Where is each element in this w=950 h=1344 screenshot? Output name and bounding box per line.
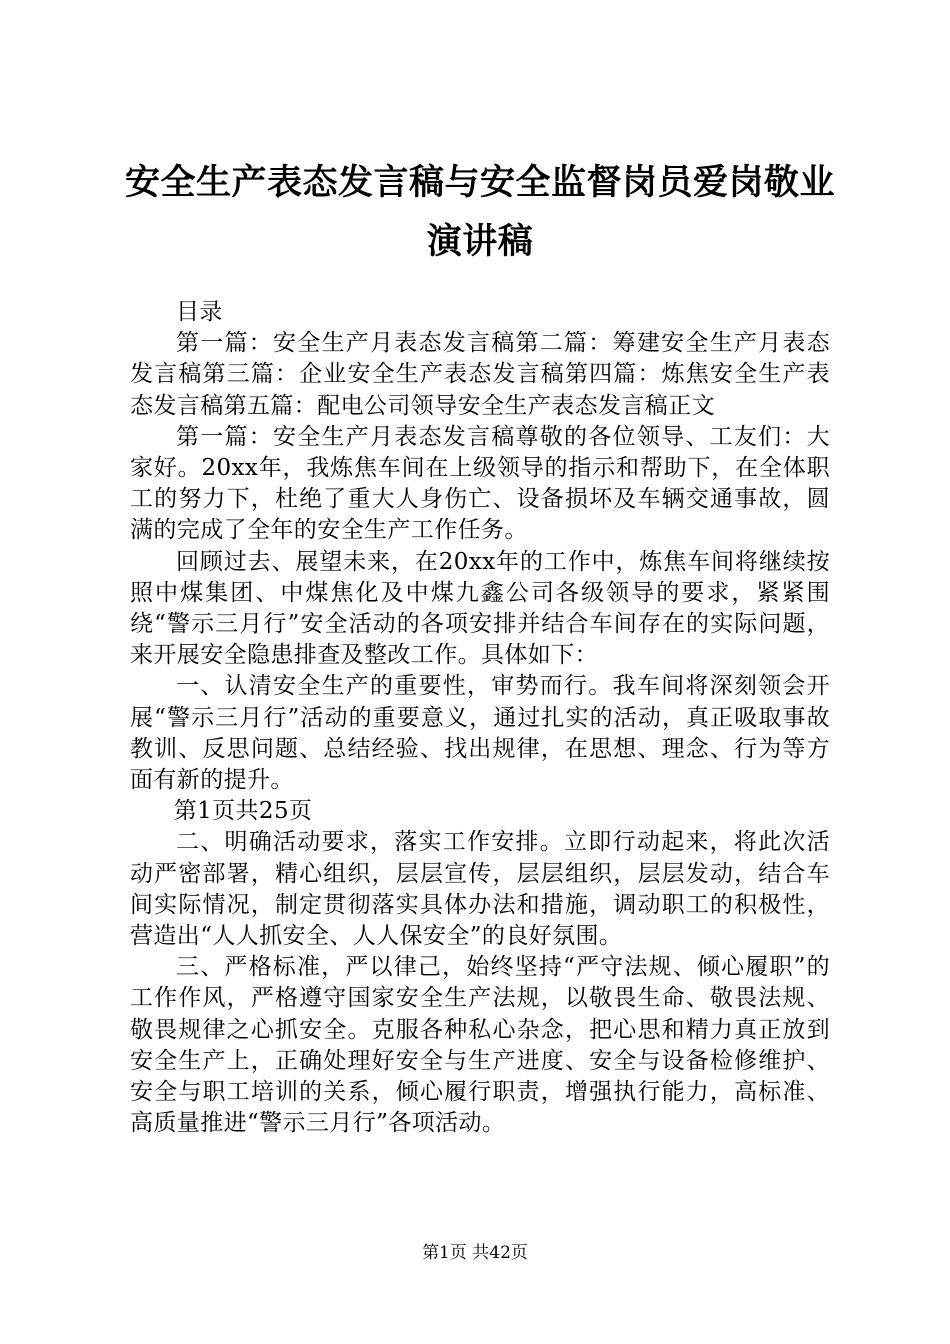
- inline-page-marker: 第1页共25页: [173, 798, 313, 825]
- body-paragraph: 回顾过去、展望未来，在20xx年的工作中，炼焦车间将继续按照中煤集团、中煤焦化及中煤九鑫公司各级领导的要求，紧紧围绕“警示三月行”安全活动的各项安排并结合车间存在的实际问题，来开展安全隐患排查及整改工作。具体如下：: [130, 548, 830, 669]
- toc-heading: 目录: [176, 299, 223, 325]
- body-paragraph: 三、严格标准，严以律己，始终坚持“严守法规、倾心履职”的工作作风，严格遵守国家安全生产法规，以敬畏生命、敬畏法规、敬畏规律之心抓安全。克服各种私心杂念，把心思和精力真正放到安全生产上，正确处理好安全与生产进度、安全与设备检修维护、安全与职工培训的关系，倾心履行职责，增强执行能力，高标准、高质量推进“警示三月行”各项活动。: [130, 954, 830, 1137]
- document-body: [130, 297, 830, 1139]
- page-footer: 第1页 共42页: [422, 1243, 528, 1263]
- document-title-line-1: 安全生产表态发言稿与安全监督岗员爱岗敬业: [124, 162, 835, 203]
- toc-list: 第一篇：安全生产月表态发言稿第二篇：筹建安全生产月表态发言稿第三篇：企业安全生产表态发言稿第四篇：炼焦安全生产表态发言稿第五篇：配电公司领导安全生产表态发言稿正文: [130, 330, 830, 419]
- document-title-line-2: 演讲稿: [426, 221, 534, 262]
- body-paragraph: 二、明确活动要求，落实工作安排。立即行动起来，将此次活动严密部署，精心组织，层层宣传，层层组织，层层发动，结合车间实际情况，制定贯彻落实具体办法和措施，调动职工的积极性，营造出“人人抓安全、人人保安全”的良好氛围。: [130, 829, 830, 950]
- body-paragraph: 一、认清安全生产的重要性，审势而行。我车间将深刻领会开展“警示三月行”活动的重要意义，通过扎实的活动，真正吸取事故教训、反思问题、总结经验、找出规律，在思想、理念、行为等方面有新的提升。: [130, 673, 830, 794]
- body-paragraph: 第一篇：安全生产月表态发言稿尊敬的各位领导、工友们：大家好。20xx年，我炼焦车间在上级领导的指示和帮助下，在全体职工的努力下，杜绝了重大人身伤亡、设备损坏及车辆交通事故，圆满的完成了全年的安全生产工作任务。: [130, 423, 830, 544]
